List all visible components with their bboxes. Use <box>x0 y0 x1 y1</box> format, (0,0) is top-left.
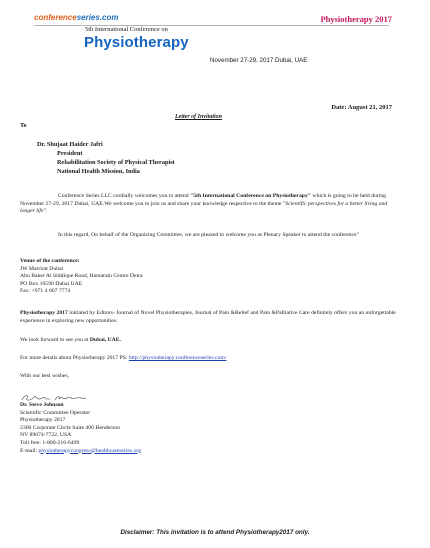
details-text: For more details about Physiotherapy 2017 PS: <box>20 355 129 361</box>
conference-edition: 5th International Conference on <box>85 26 168 33</box>
letter-heading: Letter of Invitation <box>175 114 222 120</box>
signer-name: Dr. Steve Johnson <box>20 402 64 408</box>
signer-block <box>20 402 141 455</box>
disclaimer: Disclaimer: This invitation is to attend Physiotherapy2017 only. <box>120 529 310 536</box>
signer-line: Toll free: 1-800-216-6499 <box>20 439 80 446</box>
editors-text: initiated by Editors- Journal of Novel Physiotherapies, Journal of Pain &Relief and Pain &Palliative Care definitely offers you an unforgettable experience in exploring new opportunities. <box>20 310 396 324</box>
email-label: E-mail: <box>20 447 39 454</box>
email-line <box>20 448 141 456</box>
email-link[interactable]: physiotherapycongress@healthcareseries.org <box>38 447 142 454</box>
venue-block <box>20 258 143 296</box>
recipient-mission: National Health Mission, India <box>57 168 140 175</box>
signer-line: Scientific Committee Operator <box>20 409 91 416</box>
venue-line: JW Marriott Dubai <box>20 265 64 272</box>
recipient-name: Dr. Shujaat Haider Jafri <box>37 141 103 148</box>
editors-paragraph <box>20 310 400 325</box>
look-forward-text: We look forward to see you at <box>20 337 90 343</box>
best-wishes: With our best wishes, <box>20 373 70 379</box>
look-forward-line <box>20 337 121 345</box>
conference-short-name: Physiotherapy 2017 <box>20 310 68 316</box>
conference-website-link[interactable]: http://physiotherapy.conferenceseries.com/ <box>128 355 227 361</box>
signer-line: NV 89074-7722, USA <box>20 432 72 439</box>
conferenceseries-logo <box>34 13 119 22</box>
details-line <box>20 355 226 363</box>
logo-part-conference: conference <box>34 13 77 22</box>
plenary-paragraph: In this regard, On behalf of the Organizing Committee, we are pleased to welcome you as Plenary Speaker to attend the conference" <box>58 232 359 238</box>
conference-theme: "Scientific perspectives for a better living and longer life" <box>20 200 388 215</box>
logo-part-series: series.com <box>76 13 119 22</box>
welcome-text: Conference Series LLC cordially welcomes you to attend <box>58 193 191 199</box>
recipient-title: President <box>57 150 83 157</box>
signer-line: Physiotherapy 2017 <box>20 417 66 424</box>
welcome-text-cont: which is going to be held during November 27-29, 2017 Dubai, UAE.We welcome you to join us and share your knowledge respective to the theme <box>20 193 387 207</box>
conference-title: Physiotherapy <box>84 34 189 51</box>
welcome-text-end: . <box>45 208 48 215</box>
venue-line: Abu Baker Al Siddique Road, Hamarain Centre Deira <box>20 273 143 280</box>
letter-date: Date: August 21, 2017 <box>331 104 392 111</box>
conference-dates-location: November 27-29, 2017 Dubai, UAE <box>210 57 308 64</box>
conference-name-bold: "5th International Conference on Physiotherapy" <box>190 193 311 199</box>
venue-line: PO Box 16590 Dubai UAE <box>20 280 83 287</box>
venue-label: Venue of the conference: <box>20 258 80 264</box>
recipient-block <box>37 140 175 176</box>
venue-line: Fax: +971 4 607 7774 <box>20 288 71 295</box>
look-forward-location: Dubai, UAE. <box>89 337 121 343</box>
welcome-paragraph <box>20 193 400 216</box>
conference-tag: Physiotherapy 2017 <box>320 14 392 24</box>
recipient-organization: Rehabilitation Society of Physical Therapist <box>57 159 175 166</box>
to-label: To <box>20 122 27 129</box>
signer-line: 2360 Corporate Circle Suite 400 Henderson <box>20 424 120 431</box>
